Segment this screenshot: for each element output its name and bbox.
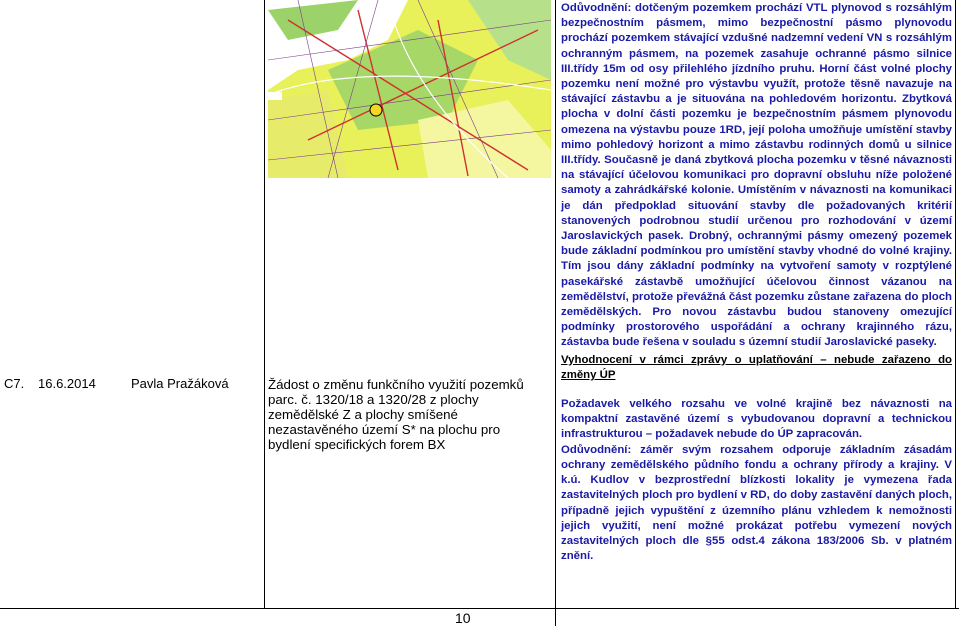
request-line: zemědělské Z a plochy smíšené [268, 407, 458, 422]
cadastral-map-image [268, 0, 551, 178]
request-text [268, 377, 558, 452]
table-right-border [955, 0, 956, 609]
table-bottom-border [0, 608, 959, 609]
requirement-paragraph: Požadavek velkého rozsahu ve volné krajině bez návaznosti na kompaktní zastavěné území s vybudovanou dopravní a technickou infrastrukturou – požadavek nebude do ÚP zapracován. [561, 398, 952, 441]
evaluation-heading: Vyhodnocení v rámci zprávy o uplatňování – nebude zařazeno do změny ÚP [561, 353, 952, 381]
request-line: nezastavěného území S* na plochu pro [268, 422, 501, 437]
row-id: C7. [4, 376, 25, 391]
request-line: Žádost o změnu funkčního využití pozemků [268, 377, 524, 392]
request-line: parc. č. 1320/18 a 1320/28 z plochy [268, 392, 479, 407]
page-number: 10 [455, 610, 471, 626]
reason2-paragraph: Odůvodnění: záměr svým rozsahem odporuje základním zásadám ochrany zemědělského půdního fondu a ochrany přírody a krajiny. V k.ú. Kudlov v bezprostřední blízkosti lokality je vymezena řada zastavitelných ploch pro bydlení v RD, do doby zastavění daných ploch, případně jejich vypuštění z územního plánu vzhledem k nemožnosti jejich využití, není možné prokázat potřebu vymezení nových zastavitelných ploch dle §55 odst.4 zákona 183/2006 Sb. v platném znění. [561, 443, 952, 563]
applicant-name: Pavla Pražáková [131, 376, 229, 391]
row-date: 16.6.2014 [38, 376, 96, 391]
reason-paragraph: Odůvodnění: dotčeným pozemkem prochází VTL plynovod s rozsáhlým bezpečnostním pásmem, mimo bezpečnostní pásmo plynovodu prochází pozemkem stávající vzdušné nadzemní vedení VN s rozsáhlým ochranným pásmem, na pozemek zasahuje ochranné pásmo silnice III.třídy 15m od osy přilehlého jízdního pruhu. Horní část volné plochy pozemku není možné pro výstavbu využít, protože těsně navazuje na stávající zástavbu a je situována na pohledovém horizontu. Zbytková plocha v dolní části pozemku je bezpečnostním pásmem plynovodu omezena na výstavbu pouze 1RD, její poloha umožňuje umístění stavby mimo pohledový horizont a mimo zástavbu rodinných domů u silnice III.třídy. Současně je daná zbytková plocha pozemku v těsné návaznosti na stávající účelovou komunikaci pro dopravní obsluhu níže položené samoty a zahrádkářské kolonie. Umístěním v návaznosti na komunikaci je dán předpoklad situování stavby dle požadovaných kritérií stanovených podrobnou studií určenou pro rozhodování v území Jaroslavických pasek. Drobný, ochrannými pásmy omezený pozemek bude základní podmínkou pro umístění stavby vhodné do volné krajiny. Tím jsou dány základní podmínky na vytvoření samoty v rozptýlené pasekářské zástavbě umožňující účelovou činnost vázanou na zemědělství, protože převážná část pozemku zůstane zařazena do ploch zemědělských. Pro novou zástavbu budou stanoveny omezující podmínky prostorového uspořádání a ochrany krajinného rázu, zástavba bude řešena v souladu s územní studií Jaroslavické paseky. [561, 2, 952, 349]
column-divider-request [264, 0, 265, 609]
column-divider-response [555, 0, 556, 626]
response-text [561, 0, 952, 564]
request-line: bydlení specifických forem BX [268, 437, 446, 452]
